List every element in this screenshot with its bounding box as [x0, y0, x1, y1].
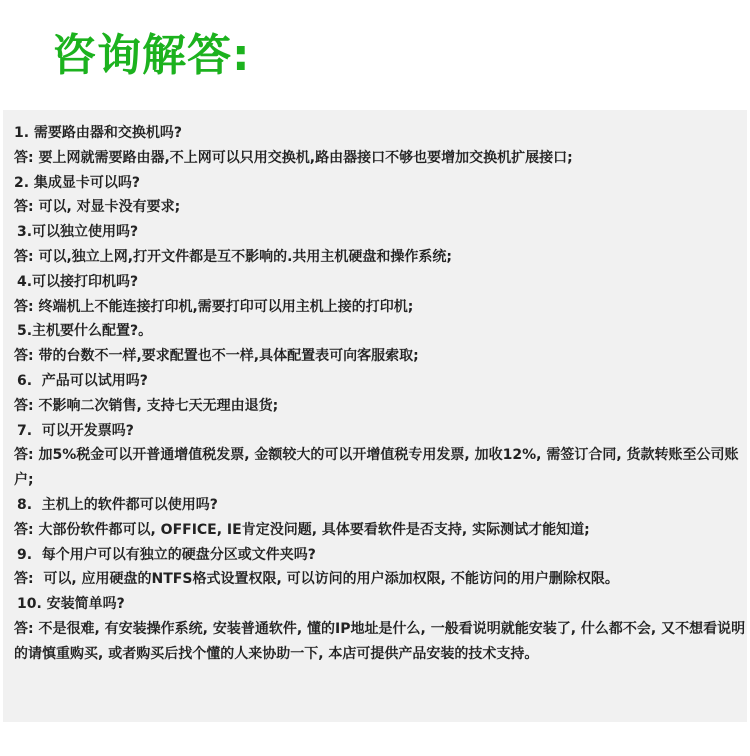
question-10: 10. 安装简单吗? [17, 596, 125, 613]
answer-10: 答: 不是很难, 有安装操作系统, 安装普通软件, 懂的IP地址是什么, 一般看说明就能安装了, 什么都不会, 又不想看说明的请慎重购买, 或者购买后找个懂的人来协助一下, 本店可提供产品安装的技术支持。 [14, 620, 746, 662]
answer-7: 答: 加5%税金可以开普通增值税发票, 金额较大的可以开增值税专用发票, 加收12%, 需签订合同, 货款转账至公司账户; [14, 447, 739, 489]
bottom-margin [0, 724, 750, 756]
question-5: 5.主机要什么配置?。 [17, 323, 153, 340]
page-title: 咨询解答: [52, 30, 251, 81]
question-6: 6. 产品可以试用吗? [17, 372, 148, 389]
answer-8: 答: 大部份软件都可以, OFFICE, IE肯定没问题, 具体要看软件是否支持, 实际测试才能知道; [14, 521, 590, 538]
answer-9: 答: 可以, 应用硬盘的NTFS格式设置权限, 可以访问的用户添加权限, 不能访问的用户删除权限。 [14, 571, 619, 588]
answer-4: 答: 终端机上不能连接打印机,需要打印可以用主机上接的打印机; [14, 298, 414, 315]
answer-2: 答: 可以, 对显卡没有要求; [14, 199, 181, 216]
question-1: 1. 需要路由器和交换机吗? [14, 125, 183, 141]
answer-6: 答: 不影响二次销售, 支持七天无理由退货; [14, 397, 279, 414]
faq-list [14, 121, 746, 667]
answer-5: 答: 带的台数不一样,要求配置也不一样,具体配置表可向客服索取; [14, 348, 419, 365]
question-8: 8. 主机上的软件都可以使用吗? [17, 496, 218, 513]
question-9: 9. 每个用户可以有独立的硬盘分区或文件夹吗? [17, 546, 316, 563]
answer-3: 答: 可以,独立上网,打开文件都是互不影响的.共用主机硬盘和操作系统; [14, 248, 453, 265]
question-7: 7. 可以开发票吗? [17, 422, 134, 439]
answer-1: 答: 要上网就需要路由器,不上网可以只用交换机,路由器接口不够也要增加交换机扩展接口; [14, 149, 573, 166]
question-4: 4.可以接打印机吗? [17, 273, 139, 290]
question-2: 2. 集成显卡可以吗? [14, 174, 141, 191]
question-3: 3.可以独立使用吗? [17, 224, 139, 241]
